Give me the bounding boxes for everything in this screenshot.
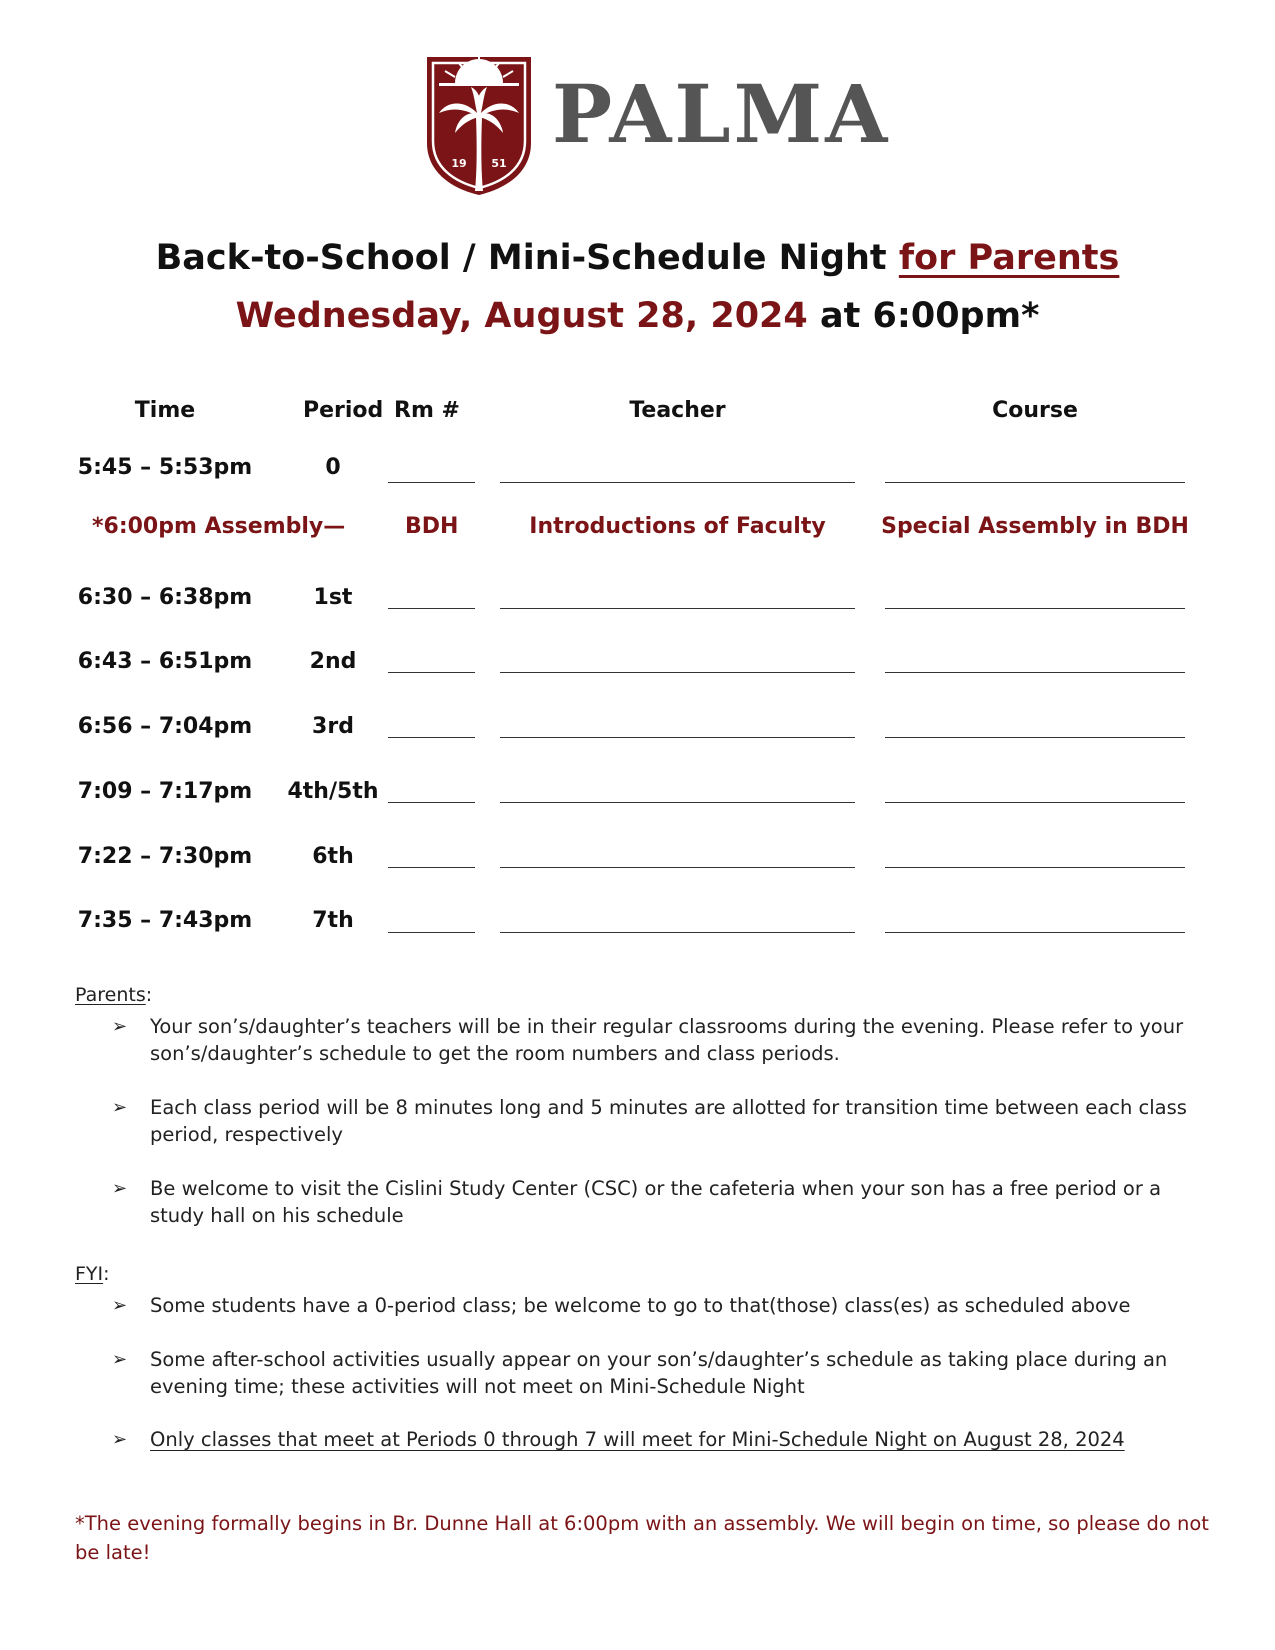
arrow-bullet-icon: ➢	[112, 1016, 128, 1037]
row-period: 4th/5th	[287, 779, 379, 804]
date-accent: Wednesday, August 28, 2024	[235, 296, 808, 336]
course-blank[interactable]	[885, 482, 1185, 483]
palm-shield-icon	[425, 55, 533, 197]
room-blank[interactable]	[388, 608, 475, 609]
title-prefix: Back-to-School / Mini-Schedule Night	[155, 238, 899, 278]
fyi-note: Some students have a 0-period class; be welcome to go to that(those) class(es) as scheduled above	[150, 1294, 1131, 1317]
course-blank[interactable]	[885, 672, 1185, 673]
teacher-blank[interactable]	[500, 672, 855, 673]
teacher-blank[interactable]	[500, 737, 855, 738]
parents-note: Each class period will be 8 minutes long and 5 minutes are allotted for transition time between each class period, respectively	[150, 1096, 1187, 1146]
course-blank[interactable]	[885, 737, 1185, 738]
logo-wordmark: PALMA	[552, 67, 891, 161]
event-date	[0, 296, 1275, 336]
row-period: 2nd	[309, 649, 357, 674]
footnote: *The evening formally begins in Br. Dunne Hall at 6:00pm with an assembly. We will begin on time, so please do not be late!	[75, 1512, 1209, 1564]
fyi-note: Only classes that meet at Periods 0 through 7 will meet for Mini-Schedule Night on August 28, 2024	[150, 1428, 1125, 1451]
row-time: 6:30 – 6:38pm	[77, 585, 253, 610]
course-blank[interactable]	[885, 932, 1185, 933]
teacher-blank[interactable]	[500, 482, 855, 483]
arrow-bullet-icon: ➢	[112, 1295, 128, 1316]
teacher-blank[interactable]	[500, 867, 855, 868]
course-blank[interactable]	[885, 867, 1185, 868]
arrow-bullet-icon: ➢	[112, 1178, 128, 1199]
room-blank[interactable]	[388, 802, 475, 803]
parents-note: Be welcome to visit the Cislini Study Center (CSC) or the cafeteria when your son has a free period or a study hall on his schedule	[150, 1177, 1162, 1227]
row-time: 7:22 – 7:30pm	[77, 844, 253, 869]
room-blank[interactable]	[388, 867, 475, 868]
header-time: Time	[134, 398, 196, 423]
assembly-room: BDH	[405, 514, 459, 539]
row-period: 3rd	[312, 714, 354, 739]
assembly-teacher: Introductions of Faculty	[529, 514, 826, 539]
page-title	[0, 238, 1275, 278]
arrow-bullet-icon: ➢	[112, 1429, 128, 1450]
header-course: Course	[992, 398, 1078, 423]
logo-year-right: 51	[491, 157, 507, 170]
header-period: Period	[303, 398, 384, 423]
row-time: 6:43 – 6:51pm	[77, 649, 253, 674]
fyi-note: Some after-school activities usually appear on your son’s/daughter’s schedule as taking place during an evening time; these activities will not meet on Mini-Schedule Night	[150, 1348, 1168, 1398]
room-blank[interactable]	[388, 737, 475, 738]
room-blank[interactable]	[388, 932, 475, 933]
course-blank[interactable]	[885, 608, 1185, 609]
logo-year-left: 19	[451, 157, 467, 170]
row-period: 6th	[312, 844, 354, 869]
parents-label: Parents:	[75, 984, 153, 1006]
row-period: 0	[325, 455, 341, 480]
assembly-course: Special Assembly in BDH	[881, 514, 1189, 539]
parents-note: Your son’s/daughter’s teachers will be in their regular classrooms during the evening. Please refer to your son’s/daughter’s schedule to get the room numbers and class periods.	[150, 1015, 1184, 1065]
teacher-blank[interactable]	[500, 608, 855, 609]
row-period: 7th	[312, 908, 354, 933]
assembly-time: *6:00pm Assembly—	[92, 514, 346, 539]
row-time: 6:56 – 7:04pm	[77, 714, 253, 739]
room-blank[interactable]	[388, 672, 475, 673]
room-blank[interactable]	[388, 482, 475, 483]
header-teacher: Teacher	[629, 398, 726, 423]
row-time: 7:09 – 7:17pm	[77, 779, 253, 804]
date-suffix: at 6:00pm*	[807, 296, 1040, 336]
row-time: 5:45 – 5:53pm	[77, 455, 253, 480]
course-blank[interactable]	[885, 802, 1185, 803]
row-time: 7:35 – 7:43pm	[77, 908, 253, 933]
teacher-blank[interactable]	[500, 932, 855, 933]
row-period: 1st	[313, 585, 353, 610]
teacher-blank[interactable]	[500, 802, 855, 803]
arrow-bullet-icon: ➢	[112, 1349, 128, 1370]
title-accent: for Parents	[898, 238, 1120, 278]
header-room: Rm #	[394, 398, 460, 423]
arrow-bullet-icon: ➢	[112, 1097, 128, 1118]
fyi-label: FYI:	[75, 1263, 110, 1285]
